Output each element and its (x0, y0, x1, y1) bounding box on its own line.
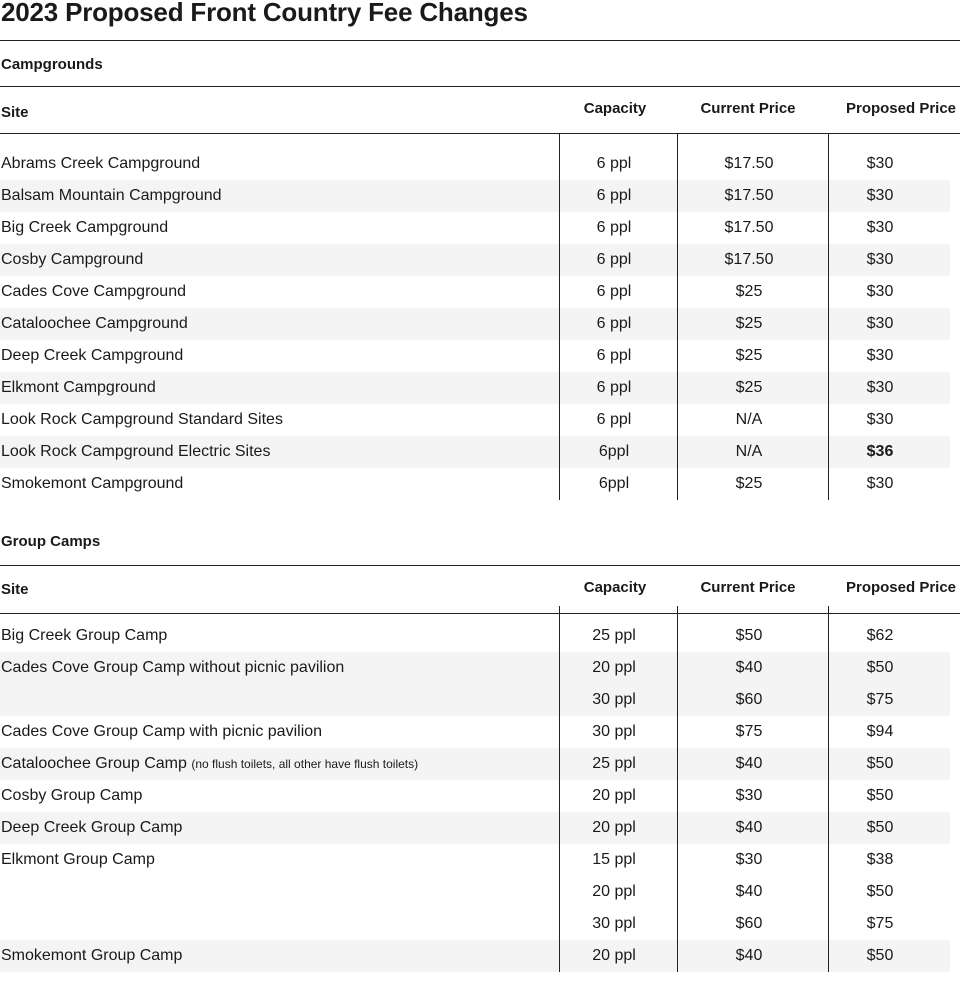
column-header-current-price: Current Price (700, 100, 796, 117)
title-rule (0, 40, 960, 41)
section-title: Group Camps (1, 533, 101, 550)
table-body (0, 620, 960, 972)
site-name: Cosby Campground (1, 251, 144, 268)
site-cell (1, 716, 322, 748)
capacity-cell: 6 ppl (596, 187, 632, 204)
site-name: Big Creek Group Camp (1, 627, 168, 644)
current-price-cell: $40 (735, 819, 763, 836)
current-price-cell: $25 (735, 475, 763, 492)
site-cell (1, 148, 200, 180)
capacity-cell: 30 ppl (592, 723, 636, 740)
column-header-proposed-price: Proposed Price (845, 100, 957, 117)
column-header-site: Site (1, 104, 29, 121)
capacity-cell: 20 ppl (592, 819, 636, 836)
site-cell (1, 276, 186, 308)
proposed-price-cell: $30 (866, 411, 894, 428)
proposed-price-cell: $30 (866, 283, 894, 300)
proposed-price-cell: $30 (866, 187, 894, 204)
table-row (0, 620, 950, 652)
capacity-cell: 6 ppl (596, 315, 632, 332)
proposed-price-cell: $30 (866, 155, 894, 172)
table-row (0, 748, 950, 780)
site-name: Cades Cove Campground (1, 283, 186, 300)
proposed-price-cell: $30 (866, 379, 894, 396)
site-cell (1, 780, 142, 812)
table-row (0, 876, 950, 908)
current-price-cell: $17.50 (724, 155, 774, 172)
proposed-price-cell: $62 (866, 627, 894, 644)
site-cell (1, 620, 167, 652)
site-cell (1, 844, 155, 876)
table-row (0, 812, 950, 844)
site-name: Cataloochee Campground (1, 315, 188, 332)
capacity-cell: 6 ppl (596, 155, 632, 172)
proposed-price-cell: $30 (866, 475, 894, 492)
site-cell (1, 180, 222, 212)
section-rule (0, 565, 960, 566)
table-row (0, 340, 950, 372)
site-name: Smokemont Group Camp (1, 947, 183, 964)
current-price-cell: N/A (735, 443, 763, 460)
capacity-cell: 6 ppl (596, 219, 632, 236)
site-name: Deep Creek Campground (1, 347, 184, 364)
current-price-cell: $17.50 (724, 187, 774, 204)
table-row (0, 716, 950, 748)
table-row (0, 940, 950, 972)
site-cell (1, 812, 182, 844)
site-cell (1, 652, 344, 684)
site-cell (1, 940, 182, 972)
column-divider (677, 134, 678, 500)
proposed-price-cell: $38 (866, 851, 894, 868)
header-rule (0, 613, 960, 614)
site-cell (1, 468, 183, 500)
capacity-cell: 20 ppl (592, 947, 636, 964)
section-rule (0, 86, 960, 87)
proposed-price-cell: $94 (866, 723, 894, 740)
current-price-cell: $17.50 (724, 219, 774, 236)
table-row (0, 372, 950, 404)
current-price-cell: $40 (735, 659, 763, 676)
capacity-cell: 6 ppl (596, 379, 632, 396)
site-cell (1, 340, 183, 372)
site-name: Deep Creek Group Camp (1, 819, 183, 836)
site-name: Abrams Creek Campground (1, 155, 201, 172)
site-note: (no flush toilets, all other have flush toilets) (191, 757, 419, 771)
site-name: Elkmont Campground (1, 379, 156, 396)
proposed-price-cell: $30 (866, 251, 894, 268)
current-price-cell: $75 (735, 723, 763, 740)
capacity-cell: 6 ppl (596, 411, 632, 428)
site-cell (1, 436, 270, 468)
proposed-price-cell: $75 (866, 915, 894, 932)
capacity-cell: 6 ppl (596, 347, 632, 364)
table-row (0, 308, 950, 340)
capacity-cell: 20 ppl (592, 787, 636, 804)
proposed-price-cell: $50 (866, 787, 894, 804)
capacity-cell: 6 ppl (596, 283, 632, 300)
column-divider (677, 606, 678, 972)
table-row (0, 684, 950, 716)
site-name: Cades Cove Group Camp without picnic pavilion (1, 659, 345, 676)
site-cell (1, 212, 168, 244)
site-name: Big Creek Campground (1, 219, 169, 236)
table-row (0, 276, 950, 308)
table-row (0, 652, 950, 684)
column-header-current-price: Current Price (700, 579, 796, 596)
capacity-cell: 6ppl (598, 475, 630, 492)
table-row (0, 180, 950, 212)
current-price-cell: $40 (735, 947, 763, 964)
current-price-cell: $40 (735, 755, 763, 772)
current-price-cell: $25 (735, 315, 763, 332)
site-cell (1, 308, 188, 340)
site-cell (1, 244, 143, 276)
proposed-price-cell: $30 (866, 315, 894, 332)
proposed-price-cell: $50 (866, 819, 894, 836)
column-divider (559, 134, 560, 500)
site-name: Cataloochee Group Camp (1, 755, 187, 772)
current-price-cell: $25 (735, 283, 763, 300)
site-cell (1, 404, 283, 436)
capacity-cell: 25 ppl (592, 755, 636, 772)
proposed-price-cell: $75 (866, 691, 894, 708)
table-row (0, 404, 950, 436)
capacity-cell: 20 ppl (592, 659, 636, 676)
header-rule (0, 133, 960, 134)
table-body (0, 148, 960, 500)
proposed-price-cell: $50 (866, 883, 894, 900)
current-price-cell: $25 (735, 379, 763, 396)
capacity-cell: 30 ppl (592, 915, 636, 932)
table-row (0, 436, 950, 468)
current-price-cell: $50 (735, 627, 763, 644)
column-divider (559, 606, 560, 972)
capacity-cell: 6ppl (598, 443, 630, 460)
current-price-cell: $25 (735, 347, 763, 364)
proposed-price-cell: $50 (866, 755, 894, 772)
capacity-cell: 30 ppl (592, 691, 636, 708)
table-row (0, 244, 950, 276)
site-name: Cosby Group Camp (1, 787, 143, 804)
table-row (0, 780, 950, 812)
column-header-site: Site (1, 581, 29, 598)
table-row (0, 908, 950, 940)
current-price-cell: $30 (735, 787, 763, 804)
page-title: 2023 Proposed Front Country Fee Changes (1, 0, 528, 27)
column-divider (828, 134, 829, 500)
capacity-cell: 6 ppl (596, 251, 632, 268)
section-title: Campgrounds (1, 56, 103, 73)
proposed-price-cell: $50 (866, 659, 894, 676)
site-cell (1, 748, 418, 780)
current-price-cell: N/A (735, 411, 763, 428)
proposed-price-cell: $30 (866, 219, 894, 236)
capacity-cell: 15 ppl (592, 851, 636, 868)
site-name: Look Rock Campground Electric Sites (1, 443, 271, 460)
current-price-cell: $60 (735, 915, 763, 932)
column-header-proposed-price: Proposed Price (845, 579, 957, 596)
site-name: Cades Cove Group Camp with picnic pavilion (1, 723, 323, 740)
column-divider (828, 606, 829, 972)
proposed-price-cell: $30 (866, 347, 894, 364)
column-header-capacity: Capacity (583, 579, 647, 596)
current-price-cell: $40 (735, 883, 763, 900)
table-row (0, 468, 950, 500)
column-header-capacity: Capacity (583, 100, 647, 117)
current-price-cell: $60 (735, 691, 763, 708)
table-row (0, 212, 950, 244)
capacity-cell: 20 ppl (592, 883, 636, 900)
capacity-cell: 25 ppl (592, 627, 636, 644)
site-name: Elkmont Group Camp (1, 851, 155, 868)
site-name: Balsam Mountain Campground (1, 187, 222, 204)
site-name: Look Rock Campground Standard Sites (1, 411, 283, 428)
current-price-cell: $30 (735, 851, 763, 868)
current-price-cell: $17.50 (724, 251, 774, 268)
site-name: Smokemont Campground (1, 475, 184, 492)
proposed-price-cell: $36 (866, 443, 894, 460)
table-row (0, 844, 950, 876)
site-cell (1, 372, 156, 404)
table-row (0, 148, 950, 180)
proposed-price-cell: $50 (866, 947, 894, 964)
